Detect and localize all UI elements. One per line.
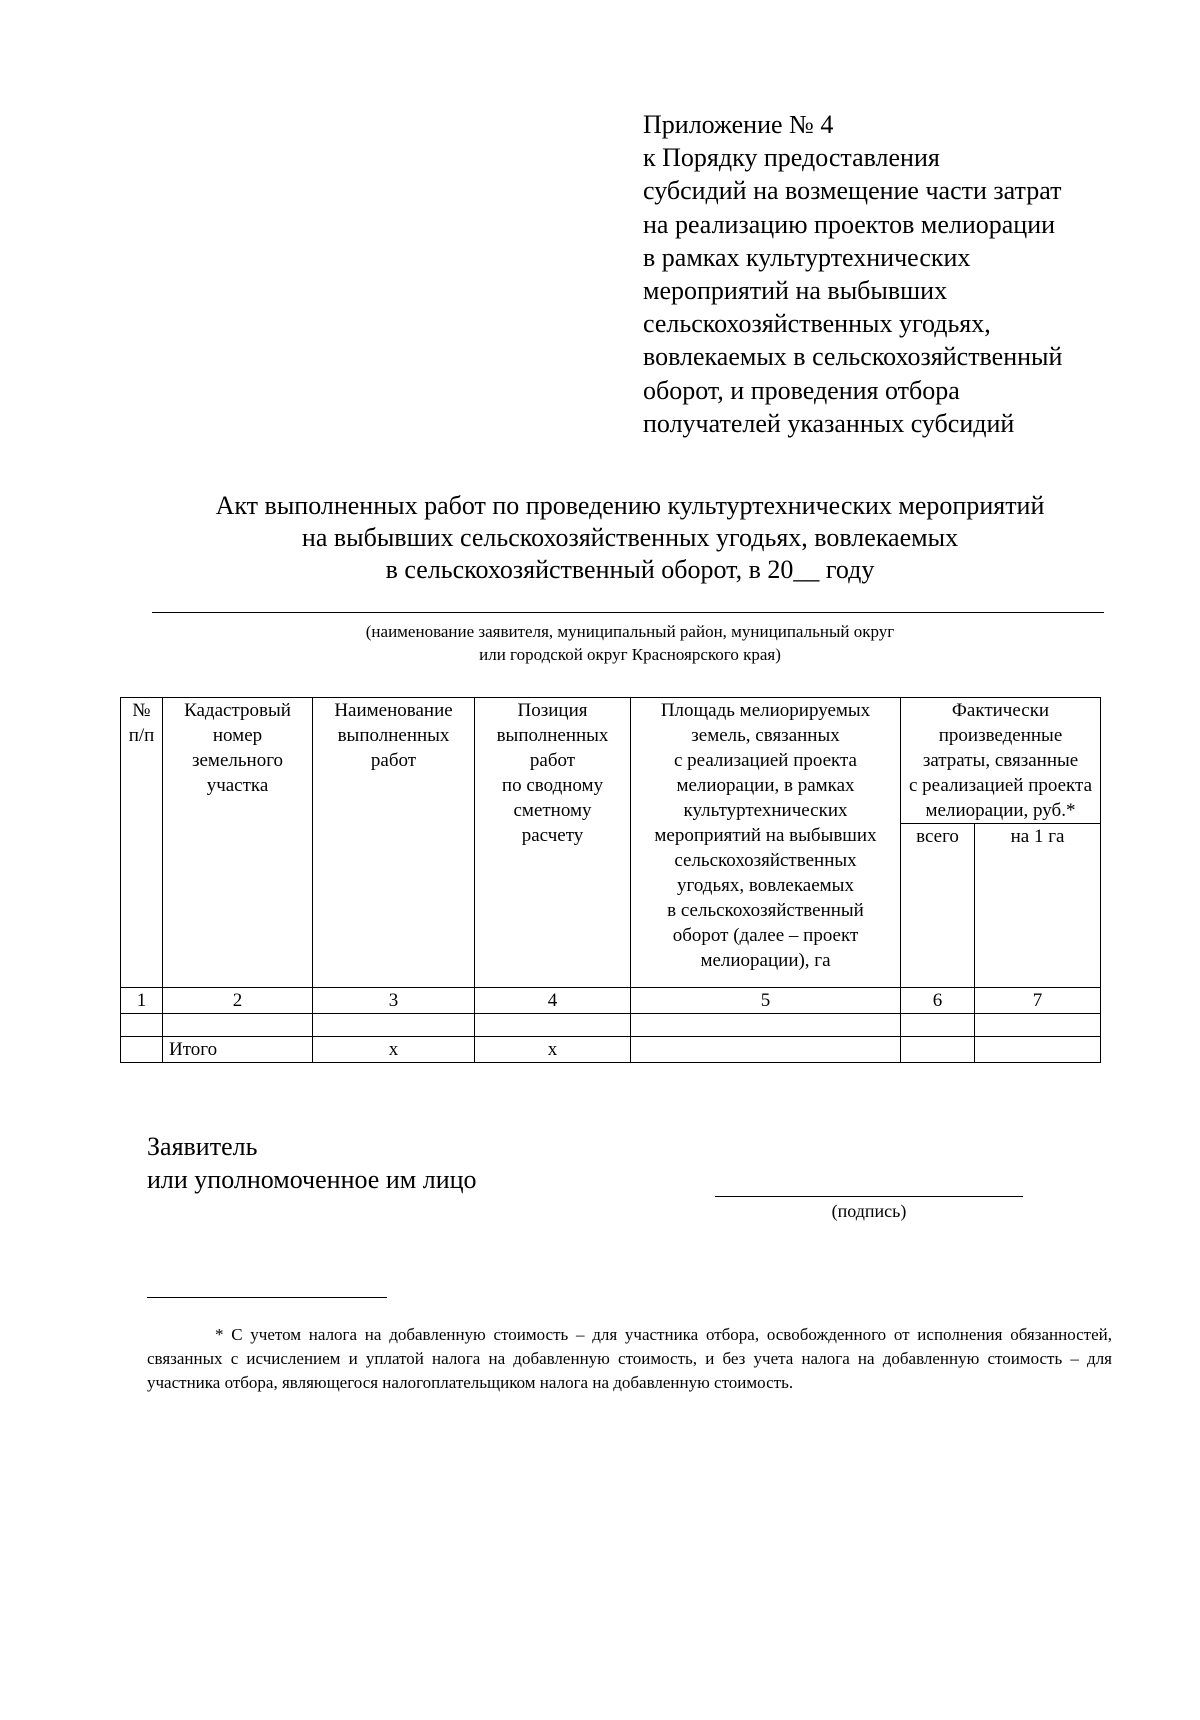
header-number: № п/п bbox=[121, 698, 163, 988]
header-total: всего bbox=[901, 824, 975, 988]
appendix-line: к Порядку предоставления bbox=[643, 143, 940, 173]
header-actual-costs: Фактически произведенные затраты, связанные с реализацией проекта мелиорации, руб.* bbox=[901, 698, 1101, 824]
column-number: 4 bbox=[475, 988, 631, 1014]
table-cell bbox=[163, 1014, 313, 1037]
total-col4: х bbox=[475, 1037, 631, 1063]
column-number: 5 bbox=[631, 988, 901, 1014]
appendix-header bbox=[643, 108, 1163, 440]
appendix-line: субсидий на возмещение части затрат bbox=[643, 176, 1062, 206]
applicant-block bbox=[147, 1130, 477, 1196]
header-land-area: Площадь мелиорируемых земель, связанных с реализацией проекта мелиорации, в рамках культуртехнических мероприятий на выбывших сельскохозяйственных угодьях, вовлекаемых в сельскохозяйственный оборот (далее – проект мелиорации), га bbox=[631, 698, 901, 988]
table-number-row bbox=[121, 988, 1101, 1014]
table-header-row bbox=[121, 698, 1101, 824]
appendix-line: в рамках культуртехнических bbox=[643, 242, 971, 272]
table-cell bbox=[631, 1014, 901, 1037]
title-line: на выбывших сельскохозяйственных угодьях, вовлекаемых bbox=[301, 523, 959, 552]
signature-caption: (подпись) bbox=[831, 1201, 907, 1221]
header-cadastral-number: Кадастровый номер земельного участка bbox=[163, 698, 313, 988]
appendix-line: мероприятий на выбывших bbox=[643, 276, 948, 306]
table-row-total bbox=[121, 1037, 1101, 1063]
applicant-name-caption bbox=[300, 620, 960, 666]
appendix-line: сельскохозяйственных угодьях, bbox=[643, 309, 991, 339]
table-cell bbox=[121, 1037, 163, 1063]
document-title bbox=[150, 490, 1110, 586]
column-number: 3 bbox=[313, 988, 475, 1014]
table-cell bbox=[975, 1014, 1101, 1037]
table-cell bbox=[901, 1037, 975, 1063]
applicant-line: или уполномоченное им лицо bbox=[147, 1165, 477, 1194]
applicant-name-line bbox=[152, 612, 1104, 613]
appendix-line: получателей указанных субсидий bbox=[643, 408, 1015, 438]
table-cell bbox=[121, 1014, 163, 1037]
appendix-line: вовлекаемых в сельскохозяйственный bbox=[643, 342, 1063, 372]
table-cell bbox=[475, 1014, 631, 1037]
total-label: Итого bbox=[163, 1037, 313, 1063]
column-number: 7 bbox=[975, 988, 1101, 1014]
appendix-line: на реализацию проектов мелиорации bbox=[643, 209, 1056, 239]
caption-line: (наименование заявителя, муниципальный район, муниципальный округ bbox=[365, 622, 895, 641]
header-per-hectare: на 1 га bbox=[975, 824, 1101, 988]
footnote: * С учетом налога на добавленную стоимость – для участника отбора, освобожденного от исполнения обязанностей, связанных с исчислением и уплатой налога на добавленную стоимость, и без учета налога на добавленную стоимость – для участника отбора, являющегося налогоплательщиком налога на добавленную стоимость. bbox=[147, 1325, 1112, 1392]
table-cell bbox=[975, 1037, 1101, 1063]
table-cell bbox=[901, 1014, 975, 1037]
header-estimate-position: Позиция выполненных работ по сводному сметному расчету bbox=[475, 698, 631, 988]
signature-line bbox=[715, 1196, 1023, 1197]
column-number: 6 bbox=[901, 988, 975, 1014]
applicant-line: Заявитель bbox=[147, 1132, 258, 1161]
table-cell bbox=[631, 1037, 901, 1063]
header-work-name: Наименование выполненных работ bbox=[313, 698, 475, 988]
title-line: Акт выполненных работ по проведению культуртехнических мероприятий bbox=[215, 491, 1045, 520]
appendix-line: оборот, и проведения отбора bbox=[643, 375, 960, 405]
column-number: 2 bbox=[163, 988, 313, 1014]
footnote-separator bbox=[147, 1297, 387, 1298]
appendix-line: Приложение № 4 bbox=[643, 110, 834, 139]
total-col3: х bbox=[313, 1037, 475, 1063]
table-cell bbox=[313, 1014, 475, 1037]
table-row-empty bbox=[121, 1014, 1101, 1037]
column-number: 1 bbox=[121, 988, 163, 1014]
caption-line: или городской округ Красноярского края) bbox=[479, 645, 781, 664]
title-line: в сельскохозяйственный оборот, в 20__ году bbox=[385, 555, 875, 584]
works-table bbox=[120, 697, 1101, 1063]
